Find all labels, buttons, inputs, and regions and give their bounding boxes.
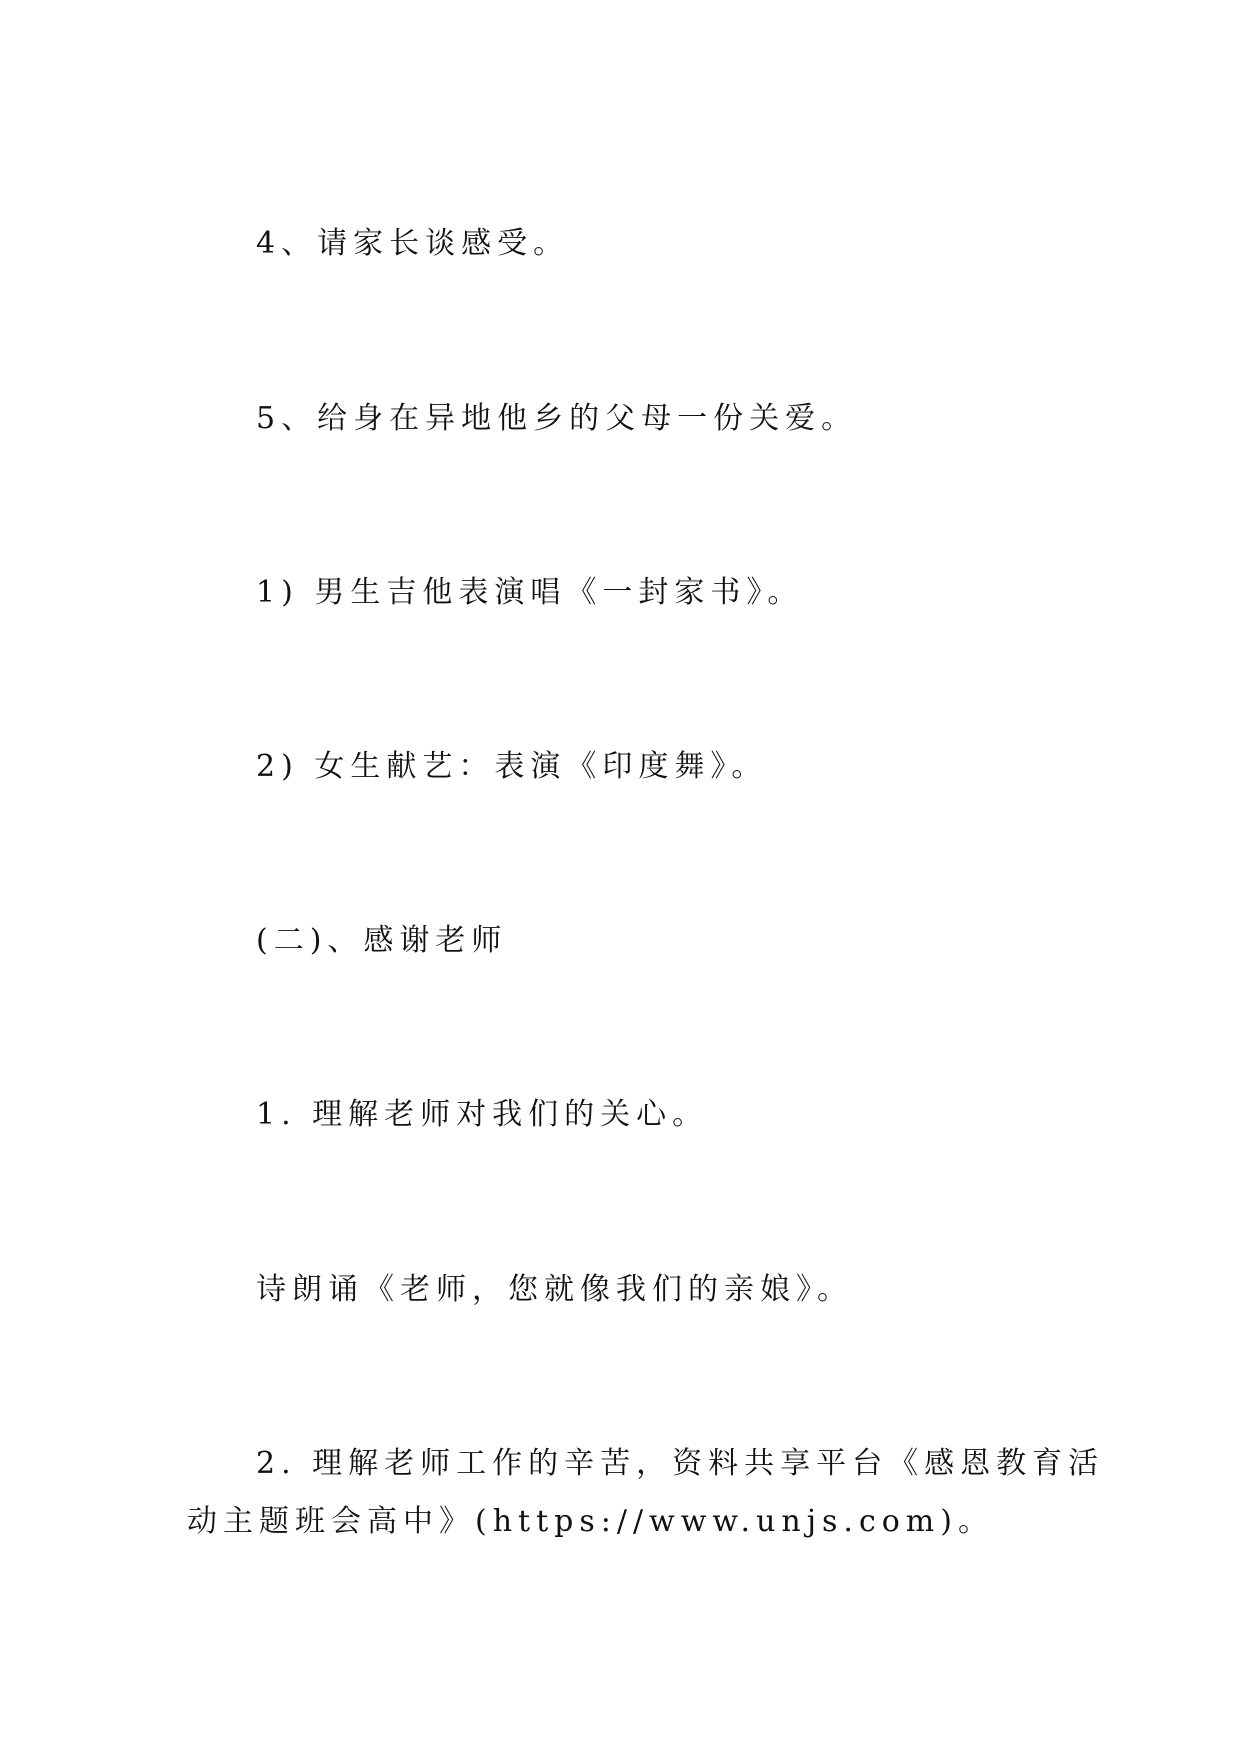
list-item-indian-dance: 2) 女生献艺：表演《印度舞》。: [256, 749, 768, 784]
paragraph-teacher-care: 1. 理解老师对我们的关心。: [256, 1097, 709, 1132]
paragraph-teacher-work-line-2: 动主题班会高中》(https://www.unjs.com)。: [187, 1504, 994, 1539]
paragraph-care-for-parents: 5、给身在异地他乡的父母一份关爱。: [256, 401, 858, 436]
section-heading-thank-teachers: (二)、感谢老师: [256, 923, 508, 958]
paragraph-parent-feelings: 4、请家长谈感受。: [256, 226, 570, 261]
list-item-guitar-performance: 1) 男生吉他表演唱《一封家书》。: [256, 575, 804, 610]
paragraph-poem-recital: 诗朗诵《老师，您就像我们的亲娘》。: [256, 1272, 853, 1307]
paragraph-teacher-work-line-1: 2. 理解老师工作的辛苦，资料共享平台《感恩教育活: [256, 1446, 1105, 1481]
